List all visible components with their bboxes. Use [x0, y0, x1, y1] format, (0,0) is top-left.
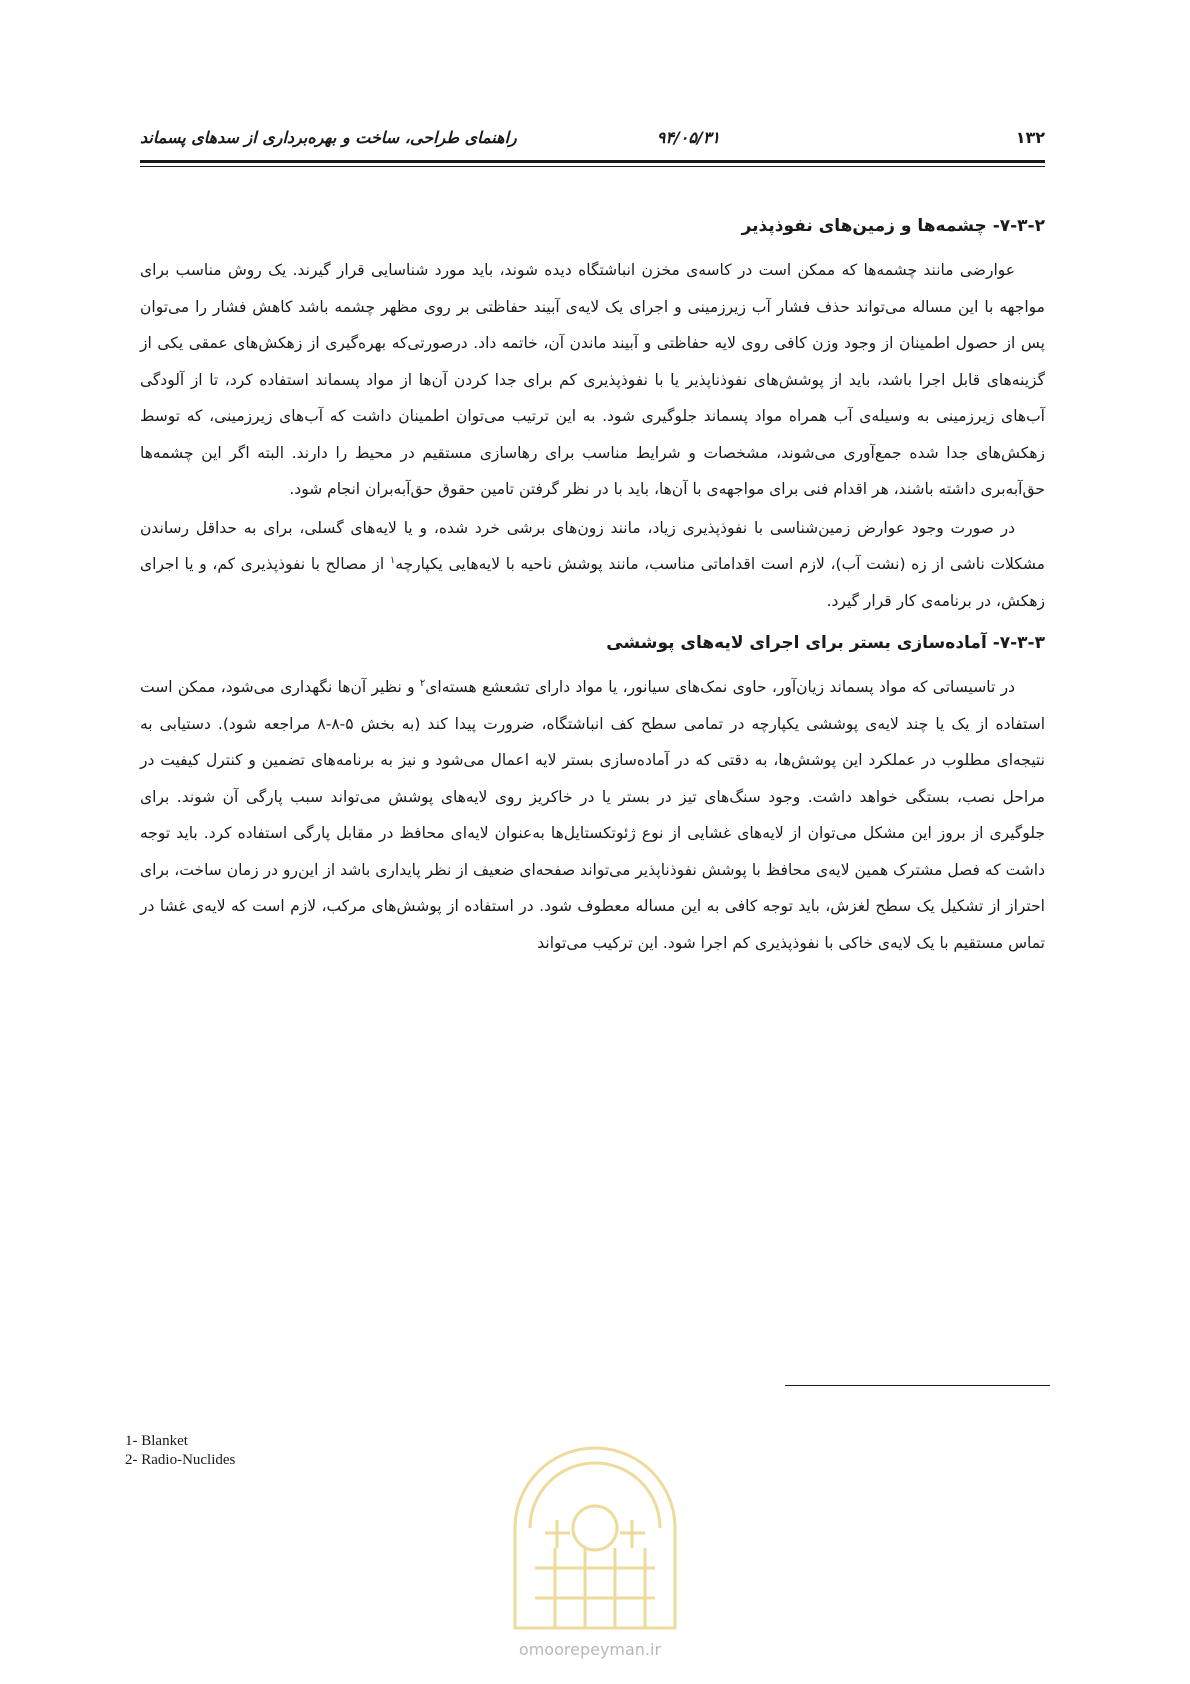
paragraph [140, 669, 1045, 961]
paragraph-text: در تاسیساتی که مواد پسماند زیان‌آور، حاوی نمک‌های سیانور، یا مواد دارای تشعشع هسته‌ای [425, 678, 1015, 696]
header-date: ۹۴/۰۵/۳۱ [656, 128, 720, 147]
paragraph-text: در صورت وجود عوارض زمین‌شناسی با نفوذپذیری زیاد، مانند زون‌های برشی خرد شده، و یا لایه‌های گسلی، برای به حداقل رساندن مشکلات ناشی از زه (نشت آب)، لازم است اقداماتی مناسب، مانند پوشش ناحیه با لایه‌هایی یکپارچه [140, 518, 1045, 573]
body-text [140, 212, 1045, 963]
running-header [140, 128, 1045, 154]
header-rule-thin [140, 166, 1045, 167]
footnote-mark: ۲ [419, 677, 426, 689]
page-number: ۱۳۲ [1015, 128, 1045, 147]
header-title: راهنمای طراحی، ساخت و بهره‌برداری از سدهای پسماند [140, 128, 517, 147]
footnote-mark: ۱ [389, 554, 396, 566]
paragraph [140, 510, 1045, 620]
paragraph: عوارضی مانند چشمه‌ها که ممکن است در کاسه‌ی مخزن انباشتگاه دیده شوند، باید مورد شناسایی قرار گیرند. یک روش مناسب برای مواجهه با این مساله می‌تواند حذف فشار آب زیرزمینی و اجرای یک لایه‌ی آبیند حفاظتی بر روی مظهر چشمه باشد کاهش فشار را می‌توان پس از حصول اطمینان از وجود وزن کافی روی لایه حفاظتی و آبیند ماندن آن، خاتمه داد. درصورتی‌که بهره‌گیری از زهکش‌های عمقی یکی از گزینه‌های قابل اجرا باشد، باید از پوشش‌های نفوذناپذیر یا با نفوذپذیری کم برای جدا کردن آن‌ها از مواد پسماند استفاده کرد، تا از آلودگی آب‌های زیرزمینی به وسیله‌ی آب همراه مواد پسماند جلوگیری شود. به این ترتیب می‌توان اطمینان داشت که آب‌های زیرزمینی، که توسط زهکش‌های جدا شده جمع‌آوری می‌شوند، مشخصات و شرایط مناسب برای رهاسازی مستقیم در محیط را دارند. البته اگر این چشمه‌ها حق‌آبه‌بری داشته باشند، هر اقدام فنی برای مواجهه‌ی با آن‌ها، باید با در نظر گرفتن تامین حقوق حق‌آبه‌بران انجام شود. [140, 261, 1045, 498]
footnote: 2- Radio-Nuclides [125, 1452, 236, 1468]
paragraph-text: از مصالح با نفوذپذیری کم، و یا اجرای زهکش، در برنامه‌ی کار قرار گیرد. [140, 555, 1045, 610]
header-rule [140, 160, 1045, 163]
paragraph-text: و نظیر آن‌ها نگهداری می‌شود، ممکن است استفاده از یک یا چند لایه‌ی پوششی یکپارچه در تمامی سطح کف انباشتگاه، ضرورت پیدا کند (به بخش ۵-۸-۸ مراجعه شود). دستیابی به نتیجه‌ای مطلوب در عملکرد این پوشش‌ها، به دقتی که در آماده‌سازی بستر لایه اعمال می‌شود و نیز به برنامه‌های تضمین و کنترل کیفیت در مراحل نصب، بستگی خواهد داشت. وجود سنگ‌های تیز در بستر یا در خاکریز روی لایه‌های پوشش می‌تواند سبب پارگی آن شوند. برای جلوگیری از بروز این مشکل می‌توان از لایه‌های غشایی از نوع ژئوتکستایل‌ها به‌عنوان لایه‌ای محافظ در مقابل پارگی استفاده کرد. باید توجه داشت که فصل مشترک همین لایه‌ی محافظ با پوشش نفوذناپذیر می‌تواند صفحه‌ای ضعیف از نظر پایداری باشد از این‌رو در زمان ساخت، برای احتراز از تشکیل یک سطح لغزش، باید توجه کافی به این مساله معطوف شود. در استفاده از پوشش‌های مرکب، لازم است که لایه‌ی غشا در تماس مستقیم با یک لایه‌ی خاکی با نفوذپذیری کم اجرا شود. این ترکیب می‌تواند [140, 678, 1046, 952]
section-heading: ۷-۳-۳- آماده‌سازی بستر برای اجرای لایه‌های پوششی [606, 633, 1045, 653]
footnote-rule [785, 1385, 1050, 1386]
footnote: 1- Blanket [125, 1433, 188, 1449]
watermark-site: omoorepeyman.ir [518, 1640, 662, 1659]
seal-logo-icon [475, 1408, 715, 1658]
section-heading: ۷-۳-۲- چشمه‌ها و زمین‌های نفوذپذیر [741, 216, 1045, 236]
footnotes [125, 1432, 425, 1470]
